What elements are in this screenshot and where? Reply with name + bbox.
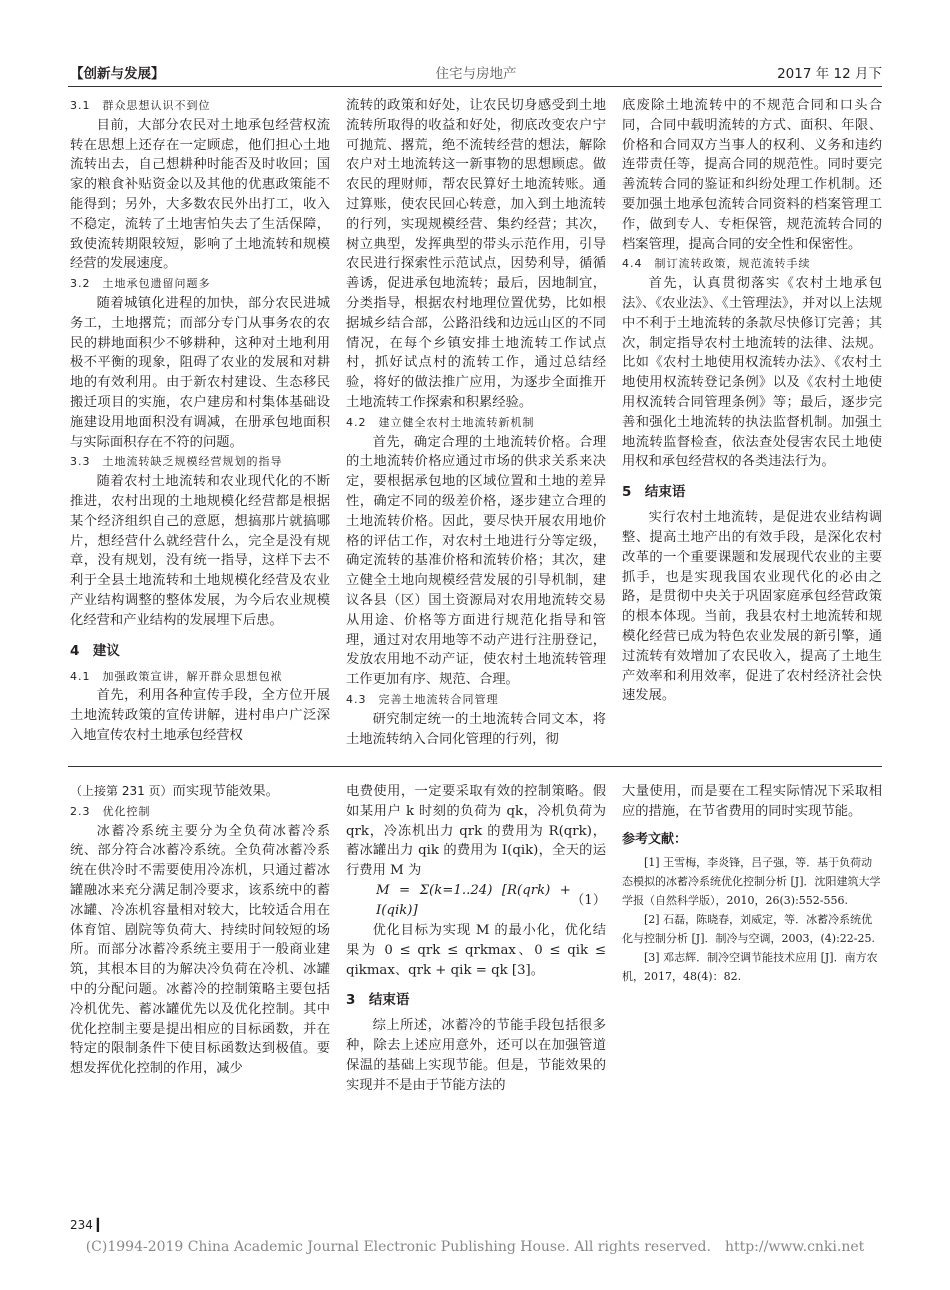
section-heading: 4 建议 bbox=[70, 642, 120, 659]
continuation-line bbox=[70, 782, 330, 802]
continuation-text: 而实现节能效果。 bbox=[172, 784, 279, 799]
continuation-ref: （上接第 231 页） bbox=[70, 784, 173, 798]
bottom-column-2 bbox=[346, 782, 606, 1096]
equation-body: M = Σ(k=1..24) [R(qrk) + I(qik)] bbox=[376, 883, 571, 918]
subsection-heading: 4.4 制订流转政策，规范流转手续 bbox=[622, 257, 811, 271]
paragraph: 流转的政策和好处，让农民切身感受到土地流转所取得的收益和好处，彻底改变农户宁可抛荒、撂荒，绝不流转经营的想法，解除农户对土地流转这一新事物的思想顾虑。做农民的理财师，帮农民算好土地流转账。通过算账，使农民回心转意，加入到土地流转的行列，实现规模经营、集约经营；其次，树立典型，发挥典型的带头示范作用，引导农民进行探索性示范试点，因势利导，循循善诱，促进承包地流转；最后，因地制宜，分类指导，根据农村地理位置优势，比如根据城乡结合部，公路沿线和边远山区的不同情况，在每个乡镇安排土地流转工作试点村，抓好试点村的流转工作，通过总结经验，将好的做法推广应用，为逐步全面推开土地流转工作探索和积累经验。 bbox=[346, 98, 606, 410]
section-heading: 5 结束语 bbox=[622, 484, 686, 501]
issue-date: 2017 年 12 月下 bbox=[777, 66, 882, 82]
subsection-heading: 4.2 建立健全农村土地流转新机制 bbox=[346, 415, 535, 429]
equation bbox=[346, 881, 606, 921]
paragraph: 首先，认真贯彻落实《农村土地承包法》、《农业法》、《土管理法》，并对以上法规中不利于土地流转的条款尽快修订完善；其次，制定指导农村土地流转的法律、法规。比如《农村土地使用权流转办法》、《农村土地使用权流转登记条例》以及《农村土地使用权流转合同管理条例》等；最后，逐步完善和强化土地流转的执法监督机制。加强土地流转监督检查，依法查处侵害农民土地使用权和承包经营权的各类违法行为。 bbox=[622, 276, 882, 470]
running-header bbox=[70, 62, 882, 84]
copyright-line: (C)1994-2019 China Academic Journal Electronic Publishing House. All rights reserved. http://www.cnki.net bbox=[85, 1239, 865, 1255]
paragraph: 综上所述，冰蓄冷的节能手段包括很多种，除去上述应用意外，还可以在加强管道保温的基础上实现节能。但是，节能效果的实现并不是由于节能方法的 bbox=[346, 1018, 606, 1093]
bottom-column-1 bbox=[70, 782, 330, 1079]
paragraph: 目前，大部分农民对土地承包经营权流转在思想上还存在一定顾虑，他们担心土地流转出去，自己想耕种时能否及时收回；国家的粮食补贴资金以及其他的优惠政策能不能得到；另外，大多数农民外出打工，收入不稳定，流转了土地害怕失去了生活保障，致使流转期限较短，影响了土地流转和规模经营的发展速度。 bbox=[70, 117, 330, 272]
references-title: 参考文献： bbox=[622, 831, 688, 847]
paragraph: 优化目标为实现 M 的最小化，优化结果为 0 ≤ qrk ≤ qrkmax、0 ≤ qik ≤ qikmax、qrk + qik = qk [3]。 bbox=[346, 922, 606, 978]
paragraph: 实行农村土地流转，是促进农业结构调整、提高土地产出的有效手段，是深化农村改革的一个重要课题和发展现代农业的主要抓手，也是实现我国农业现代化的必由之路，是贯彻中央关于巩固家庭承包经营政策的根本体现。当前，我县农村土地流转和规模化经营已成为特色农业发展的新引擎，通过流转有效增加了农民收入，提高了土地生产效率和利用效率，促进了农村经济社会快速发展。 bbox=[622, 510, 882, 704]
top-column-3 bbox=[622, 96, 882, 706]
reference-item: [2] 石磊，陈晓春，刘威定，等．冰蓄冷系统优化与控制分析 [J]．制冷与空调，2003，(4):22-25. bbox=[622, 913, 875, 946]
paragraph: 首先，利用各种宣传手段，全方位开展土地流转政策的宣传讲解，进村串户广泛深入地宣传农村土地承包经营权 bbox=[70, 688, 330, 743]
top-column-1 bbox=[70, 96, 330, 746]
section-heading: 3 结束语 bbox=[346, 992, 410, 1009]
reference-item: [1] 王雪梅，李炎锋，吕子强，等．基于负荷动态模拟的冰蓄冷系统优化控制分析 [J]．沈阳建筑大学学报（自然科学版），2010，26(3):552-556. bbox=[622, 856, 881, 908]
subsection-heading: 4.3 完善土地流转合同管理 bbox=[346, 692, 499, 706]
subsection-heading: 3.3 土地流转缺乏规模经营规划的指导 bbox=[70, 455, 283, 469]
column-name: 【创新与发展】 bbox=[70, 66, 165, 82]
paragraph: 底废除土地流转中的不规范合同和口头合同，合同中载明流转的方式、面积、年限、价格和合同双方当事人的权利、义务和违约连带责任等，提高合同的规范性。同时要完善流转合同的鉴证和纠纷处理工作机制。还要加强土地承包流转合同资料的档案管理工作，做到专人、专柜保管，规范流转合同的档案管理，提高合同的安全性和保密性。 bbox=[622, 98, 882, 252]
paragraph: 首先，确定合理的土地流转价格。合理的土地流转价格应通过市场的供求关系来决定，要根据承包地的区域位置和土地的差异性，确定不同的级差价格，逐步建立合理的土地流转价格。因此，要尽快开展农用地价格的评估工作，对农村土地进行分等定级，确定流转的基准价格和流转价格；其次，建立健全土地向规模经营发展的引导机制，建议各县（区）国土资源局对农用地流转交易从用途、价格等方面进行规范化指导和管理，通过对农用地等不动产进行注册登记，发放农用地不动产证，使农村土地流转管理工作更加有序、规范、合理。 bbox=[346, 434, 606, 688]
subsection-heading: 3.2 土地承包遗留问题多 bbox=[70, 277, 211, 291]
subsection-heading: 2.3 优化控制 bbox=[70, 804, 151, 818]
article-divider bbox=[68, 766, 882, 767]
page-number: 234 ▎ bbox=[70, 1218, 106, 1232]
paragraph: 冰蓄冷系统主要分为全负荷冰蓄冷系统、部分符合冰蓄冷系统。全负荷冰蓄冷系统在供冷时不需要使用冷冻机，只通过蓄冰罐融冰来充分满足制冷要求，该系统中的蓄冰罐、冷冻机容量相对较大，比较适合用在体育馆、剧院等负荷大、持续时间较短的场所。而部分冰蓄冷系统主要用于一般商业建筑，其根本目的为解决冷负荷在冷机、冰罐中的分配问题。冰蓄冷的控制策略主要包括冷机优先、蓄冰罐优先以及优化控制。其中优化控制主要是提出相应的目标函数，并在特定的限制条件下使目标函数达到极值。要想发挥优化控制的作用，减少 bbox=[70, 823, 330, 1077]
paragraph: 随着农村土地流转和农业现代化的不断推进，农村出现的土地规模化经营都是根据某个经济组织自己的意愿，想搞那片就搞哪片，想经营什么就经营什么，完全是没有规章，没有规划，没有统一指导，这样下去不利于全县土地流转和土地规模化经营及农业产业结构调整的整体发展，为今后农业规模化经营和产业结构的发展埋下后患。 bbox=[70, 474, 330, 628]
top-column-2 bbox=[346, 96, 606, 749]
subsection-heading: 3.1 群众思想认识不到位 bbox=[70, 99, 211, 112]
header-rule bbox=[68, 86, 882, 87]
reference-list bbox=[622, 853, 882, 986]
paragraph: 研究制定统一的土地流转合同文本，将土地流转纳入合同化管理的行列，彻 bbox=[346, 711, 606, 747]
journal-name: 住宅与房地产 bbox=[435, 66, 517, 82]
reference-item: [3] 邓志辉．制冷空调节能技术应用 [J]．南方农机，2017，48(4)：82. bbox=[622, 951, 878, 984]
paragraph: 随着城镇化进程的加快，部分农民进城务工，土地撂荒；而部分专门从事务农的农民的耕地面积少不够耕种，这种对土地利用极不平衡的现象，阻碍了农业的发展和对耕地的有效利用。由于新农村建设、生态移民搬迁项目的实施，农户建房和村集体基础设施建设用地面积没有调减，在册承包地面积与实际面积存在不符的问题。 bbox=[70, 295, 330, 450]
subsection-heading: 4.1 加强政策宣讲，解开群众思想包袱 bbox=[70, 669, 283, 683]
paragraph: 电费使用，一定要采取有效的控制策略。假如某用户 k 时刻的负荷为 qk，冷机负荷为 qrk，冷冻机出力 qrk 的费用为 R(qrk)，蓄冰罐出力 qik 的费用为 I(qik)，全天的运行费用 M 为 bbox=[346, 784, 606, 879]
paragraph: 大量使用，而是要在工程实际情况下采取相应的措施，在节省费用的同时实现节能。 bbox=[622, 784, 882, 819]
bottom-column-3 bbox=[622, 782, 882, 986]
equation-number: （1） bbox=[570, 893, 606, 909]
